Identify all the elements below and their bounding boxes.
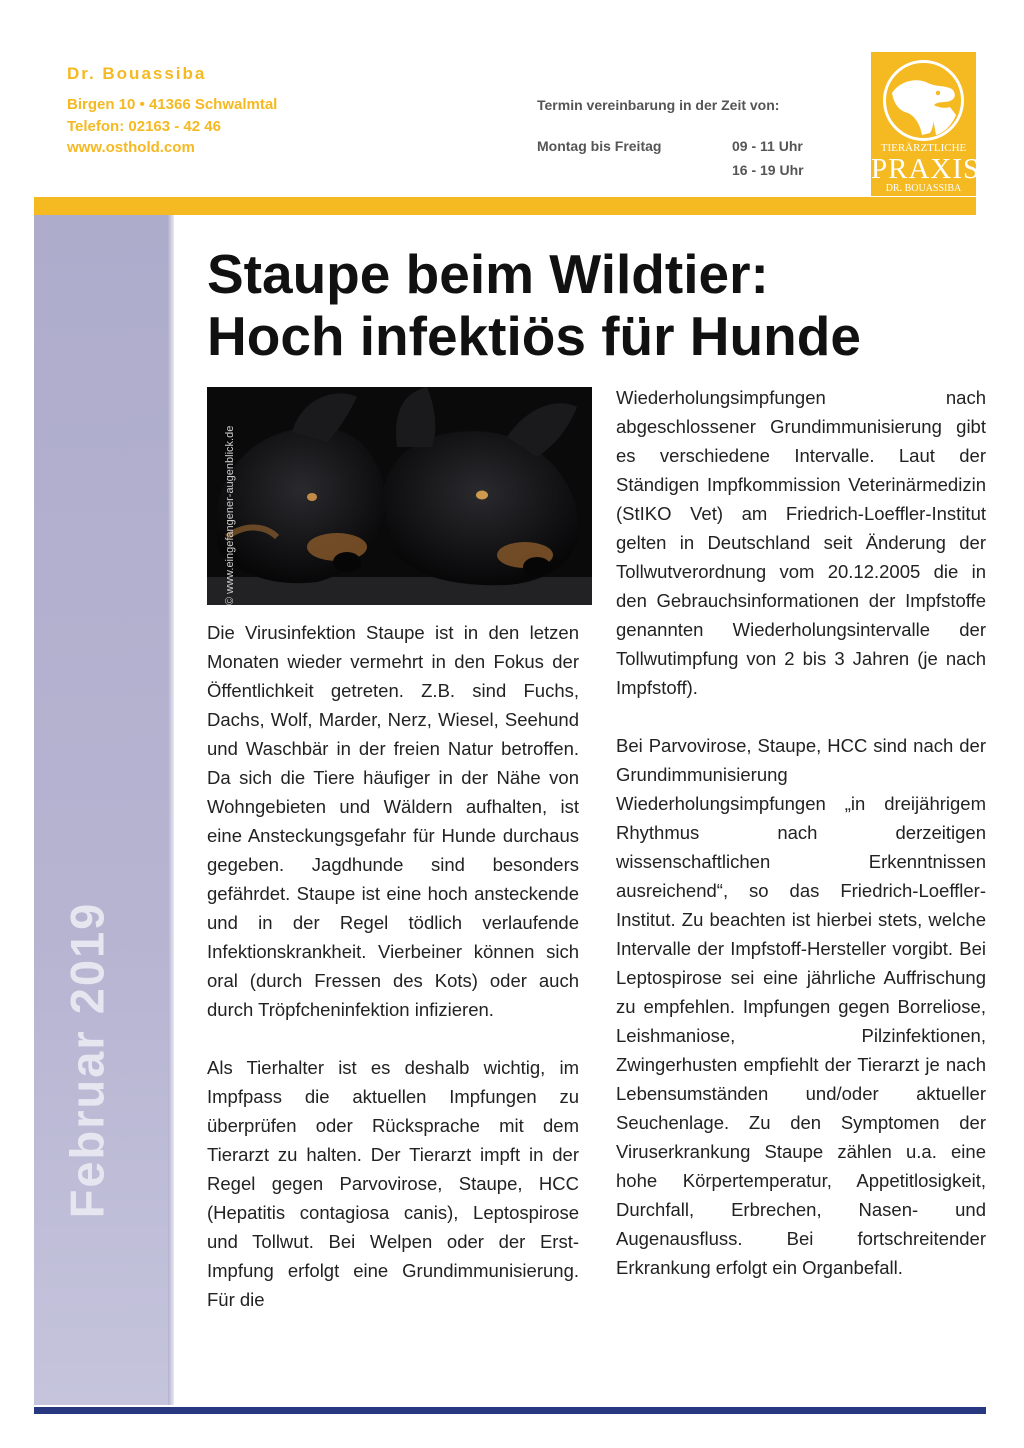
paragraph: Als Tierhalter ist es deshalb wichtig, im Impfpass die aktuellen Impfungen zu überprüfen oder Rücksprache mit dem Tierarzt zu halten. Der Tierarzt impft in der Regel gegen Parvovirose, Staupe, HCC (Hepatitis contagiosa canis), Leptospirose und Tollwut. Bei Welpen oder der Erst-Impfung erfolgt eine Grundimmunisierung. Für die — [207, 1057, 579, 1310]
paragraph: Wiederholungsimpfungen nach abgeschlossener Grundimmunisierung gibt es verschiedene Intervalle. Laut der Ständigen Impfkommission Veterinärmedizin (StIKO Vet) am Friedrich-Loeffler-Institut gelten in Deutschland seit Änderung der Tollwutverordnung vom 20.12.2005 die in den Gebrauchsinformationen der Impfstoffe genannten Wiederholungsintervalle der Tollwutimpfung von 2 bis 3 Jahren (je nach Impfstoff). — [616, 387, 986, 698]
opening-hours-morning: 09 - 11 Uhr — [732, 138, 803, 154]
phone: Telefon: 02163 - 42 46 — [67, 118, 221, 135]
article-column-right — [616, 383, 986, 1282]
article-headline — [207, 243, 861, 367]
practice-logo — [871, 52, 981, 196]
opening-days: Montag bis Freitag — [537, 138, 662, 154]
dogs-photo — [207, 387, 592, 605]
headline-line-2: Hoch infektiös für Hunde — [207, 305, 861, 367]
logo-text-top: TIERÄRZTLICHE — [880, 142, 967, 154]
logo-text-bottom: DR. BOUASSIBA — [885, 183, 962, 194]
address: Birgen 10 • 41366 Schwalmtal — [67, 96, 278, 113]
photo-credit: © www.eingefangener-augenblick.de — [224, 425, 236, 605]
article-column-left — [207, 618, 579, 1314]
paragraph: Die Virusinfektion Staupe ist in den letzen Monaten wieder vermehrt in den Fokus der Öffentlichkeit getreten. Z.B. sind Fuchs, Dachs, Wolf, Marder, Nerz, Wiesel, Seehund und Waschbär in der freien Natur betroffen. Da sich die Tiere häufiger in der Nähe von Wohngebieten und Wäldern aufhalten, ist eine Ansteckungsgefahr für Hunde durchaus gegeben. Jagdhunde sind besonders gefährdet. Staupe ist eine hoch ansteckende und in der Regel tödlich verlaufende Infektionskrankheit. Vierbeiner können sich oral (durch Fressen des Kots) oder auch durch Tröpfcheninfektion infizieren. — [207, 622, 579, 1020]
appointment-title: Termin vereinbarung in der Zeit von: — [537, 97, 780, 113]
side-band — [34, 215, 172, 1405]
opening-hours-evening: 16 - 19 Uhr — [732, 162, 804, 178]
paragraph: Bei Parvovirose, Staupe, HCC sind nach der Grundimmunisierung Wiederholungsimpfungen „in dreijährigem Rhythmus nach derzeitigen wissenschaftlichen Erkenntnissen ausreichend“, so das Friedrich-Loeffler-Institut. Zu beachten ist hierbei stets, welche Intervalle der Impfstoff-Hersteller vorgibt. Bei Leptospirose sei eine jährliche Auffrischung zu empfehlen. Impfungen gegen Borreliose, Leishmaniose, Pilzinfektionen, Zwingerhusten empfiehlt der Tierarzt je nach Lebensumständen und/oder aktueller Seuchenlage. Zu den Symptomen der Viruserkrankung Staupe zählen u.a. eine hohe Körpertemperatur, Appetitlosigkeit, Durchfall, Erbrechen, Nasen- und Augenausfluss. Bei fortschreitender Erkrankung erfolgt ein Organbefall. — [616, 735, 986, 1278]
dog-and-cat-icon — [883, 60, 964, 141]
side-band-edge — [168, 215, 174, 1405]
practice-name: Dr. Bouassiba — [67, 64, 207, 83]
issue-date: Februar 2019 — [60, 901, 114, 1219]
website-link[interactable]: www.osthold.com — [67, 139, 195, 156]
footer-bar — [34, 1407, 986, 1414]
headline-line-1: Staupe beim Wildtier: — [207, 243, 769, 305]
logo-text-main: PRAXIS — [871, 153, 981, 185]
header-divider-bar — [34, 197, 976, 215]
